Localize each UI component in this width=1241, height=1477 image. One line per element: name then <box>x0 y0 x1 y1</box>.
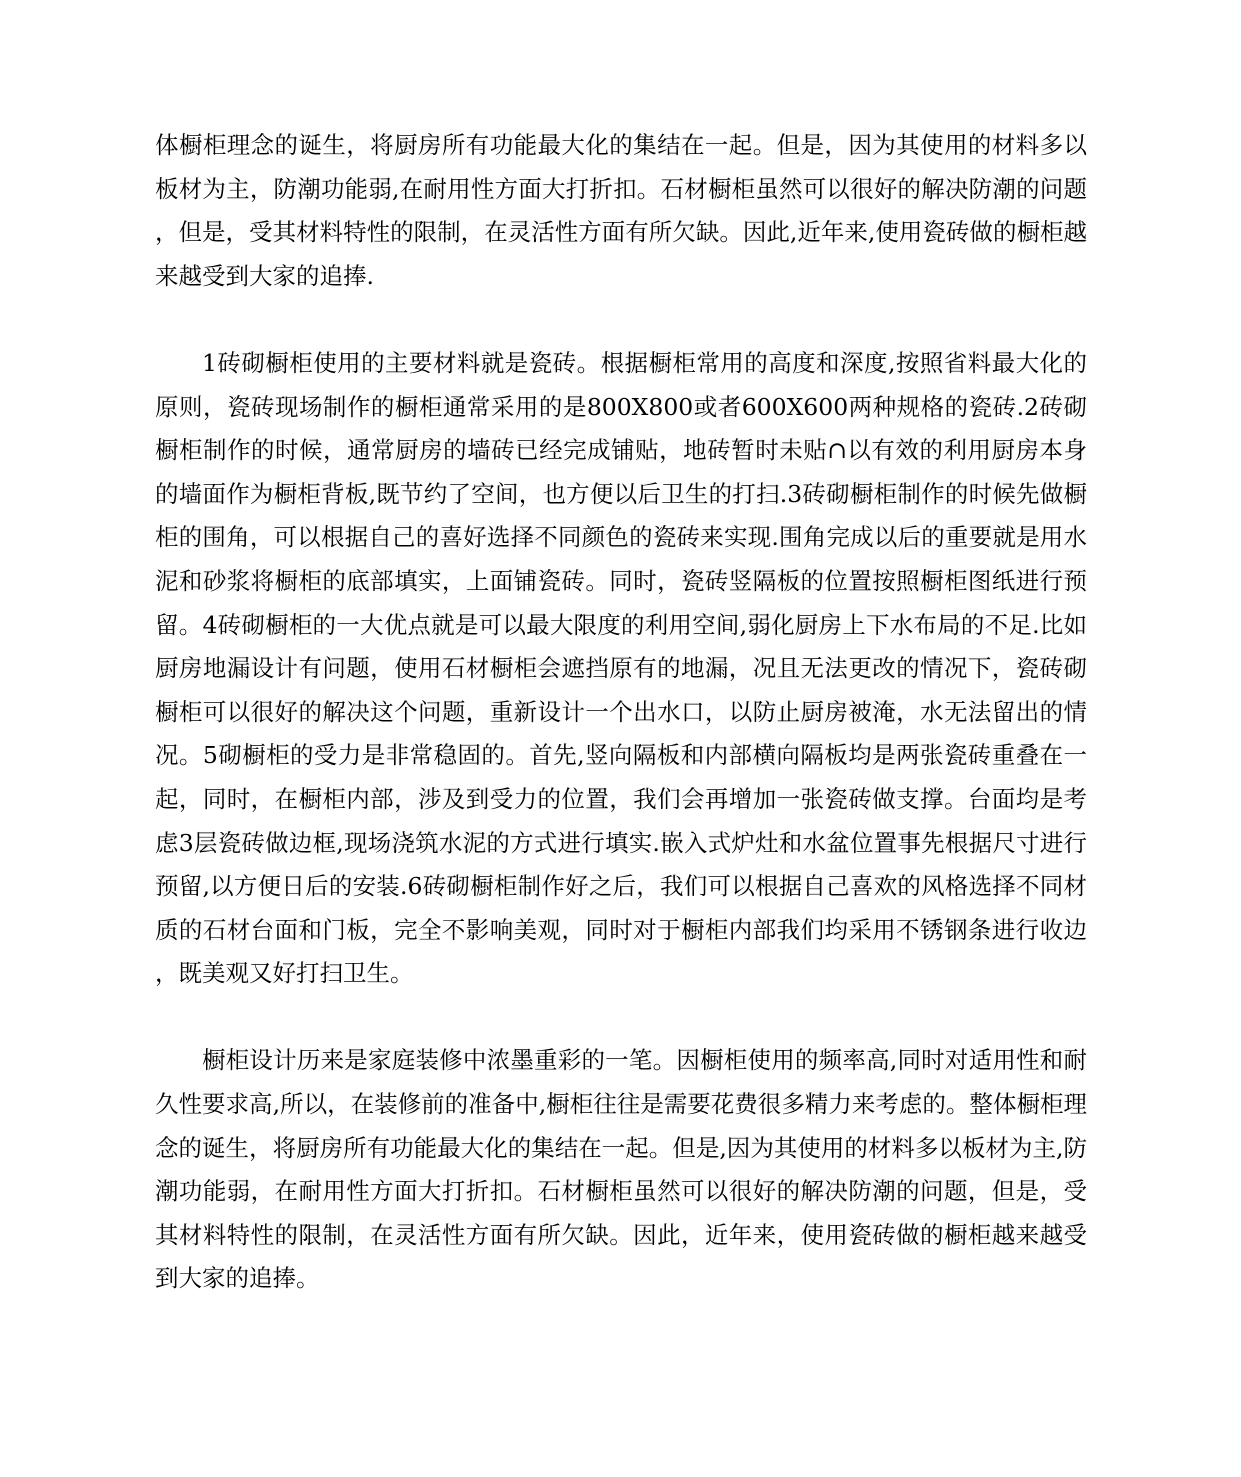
paragraph-brick-cabinet-steps: 1砖砌橱柜使用的主要材料就是瓷砖。根据橱柜常用的高度和深度,按照省料最大化的原则，瓷砖现场制作的橱柜通常采用的是800X800或者600X600两种规格的瓷砖.2砖砌橱柜制作的时候，通常厨房的墙砖已经完成铺贴，地砖暂时未贴∩以有效的利用厨房本身的墙面作为橱柜背板,既节约了空间，也方便以后卫生的打扫.3砖砌橱柜制作的时候先做橱柜的围角，可以根据自己的喜好选择不同颜色的瓷砖来实现.围角完成以后的重要就是用水泥和砂浆将橱柜的底部填实，上面铺瓷砖。同时，瓷砖竖隔板的位置按照橱柜图纸进行预留。4砖砌橱柜的一大优点就是可以最大限度的利用空间,弱化厨房上下水布局的不足.比如厨房地漏设计有问题，使用石材橱柜会遮挡原有的地漏，况且无法更改的情况下，瓷砖砌橱柜可以很好的解决这个问题，重新设计一个出水口，以防止厨房被淹，水无法留出的情况。5砌橱柜的受力是非常稳固的。首先,竖向隔板和内部横向隔板均是两张瓷砖重叠在一起，同时，在橱柜内部，涉及到受力的位置，我们会再增加一张瓷砖做支撑。台面均是考虑3层瓷砖做边框,现场浇筑水泥的方式进行填实.嵌入式炉灶和水盆位置事先根据尺寸进行预留,以方便日后的安装.6砖砌橱柜制作好之后，我们可以根据自己喜欢的风格选择不同材质的石材台面和门板，完全不影响美观，同时对于橱柜内部我们均采用不锈钢条进行收边，既美观又好打扫卫生。 <box>155 348 1087 988</box>
paragraph-spacer <box>155 298 1087 342</box>
paragraph-intro-continued: 体橱柜理念的诞生，将厨房所有功能最大化的集结在一起。但是，因为其使用的材料多以板材为主，防潮功能弱,在耐用性方面大打折扣。石材橱柜虽然可以很好的解决防潮的问题，但是，受其材料特性的限制，在灵活性方面有所欠缺。因此,近年来,使用瓷砖做的橱柜越来越受到大家的追捧. <box>155 131 1087 290</box>
paragraph-cabinet-design: 橱柜设计历来是家庭装修中浓墨重彩的一笔。因橱柜使用的频率高,同时对适用性和耐久性要求高,所以，在装修前的准备中,橱柜往往是需要花费很多精力来考虑的。整体橱柜理念的诞生，将厨房所有功能最大化的集结在一起。但是,因为其使用的材料多以板材为主,防潮功能弱，在耐用性方面大打折扣。石材橱柜虽然可以很好的解决防潮的问题，但是，受其材料特性的限制，在灵活性方面有所欠缺。因此，近年来，使用瓷砖做的橱柜越来越受到大家的追捧。 <box>155 1046 1087 1293</box>
document-page <box>155 124 1087 1301</box>
paragraph-spacer <box>155 996 1087 1040</box>
